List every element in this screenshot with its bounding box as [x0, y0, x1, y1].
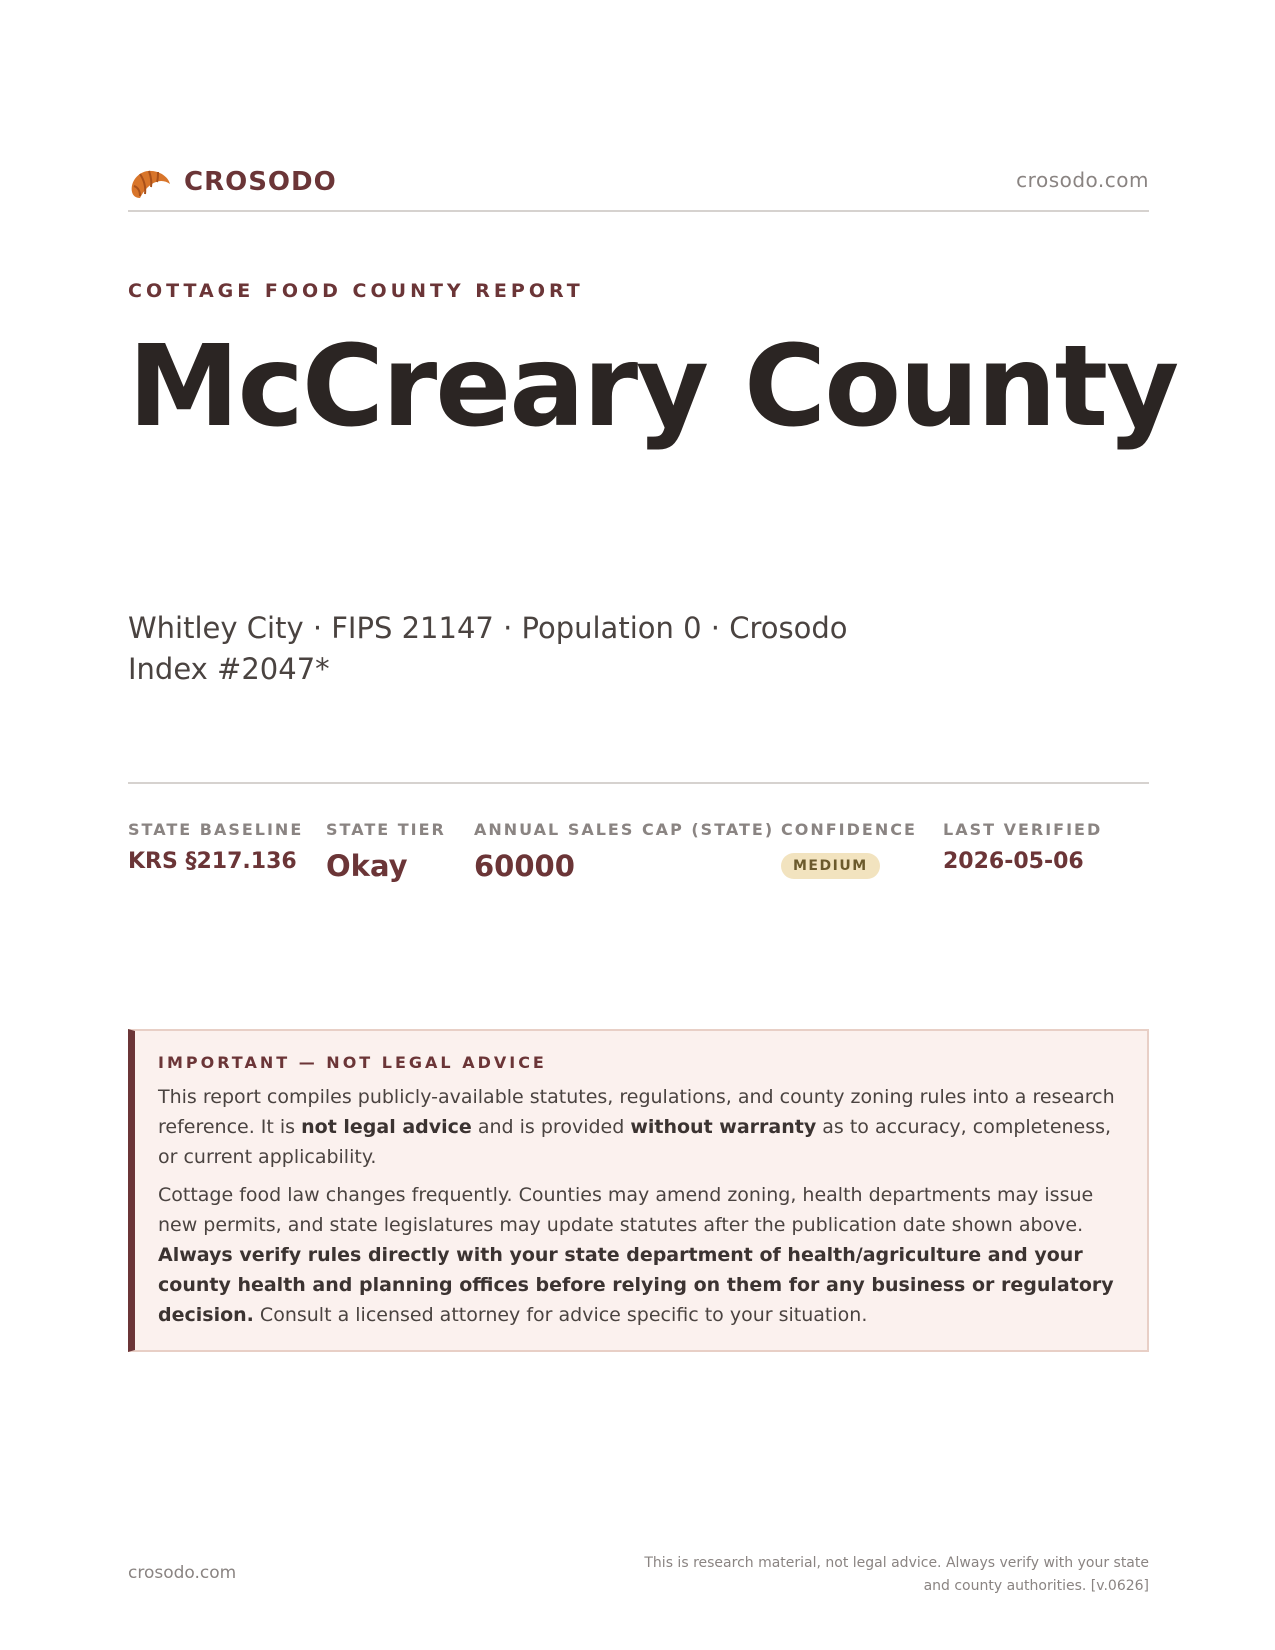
notice-title: IMPORTANT — NOT LEGAL ADVICE	[158, 1053, 547, 1072]
brand-name: CROSODO	[184, 167, 337, 197]
stat-last-verified	[943, 820, 1102, 874]
brand	[128, 162, 337, 202]
footer-disclaimer: This is research material, not legal advice. Always verify with your state and county authorities. [v.0626]	[644, 1555, 1149, 1594]
stat-value: Okay	[326, 849, 408, 883]
report-subtitle: Whitley City · FIPS 21147 · Population 0 · Crosodo Index #2047*	[128, 611, 848, 686]
page-header	[128, 158, 1149, 212]
confidence-badge: MEDIUM	[781, 853, 880, 879]
report-page	[128, 0, 1178, 1650]
stat-label: LAST VERIFIED	[943, 820, 1103, 839]
legal-notice	[128, 1029, 1149, 1352]
stat-label: ANNUAL SALES CAP (STATE)	[474, 820, 775, 839]
page-title: McCreary County	[128, 322, 1178, 452]
notice-paragraph-2	[158, 1180, 1119, 1330]
divider	[128, 782, 1149, 784]
stat-label: STATE TIER	[326, 820, 446, 839]
notice-emphasis: not legal advice	[301, 1116, 472, 1138]
header-url[interactable]: crosodo.com	[1016, 168, 1149, 192]
notice-text: Cottage food law changes frequently. Counties may amend zoning, health departments may issue new permits, and state legislatures may update statutes after the publication date shown above.	[158, 1184, 1094, 1236]
stat-value: KRS §217.136	[128, 849, 297, 874]
report-eyebrow: COTTAGE FOOD COUNTY REPORT	[128, 280, 584, 302]
notice-text: This report compiles publicly-available statutes, regulations, and county zoning rules into a research reference. It is	[158, 1086, 1115, 1138]
stat-annual-sales-cap	[474, 820, 774, 883]
notice-emphasis: without warranty	[630, 1116, 817, 1138]
stat-value: 2026-05-06	[943, 849, 1084, 874]
notice-emphasis: Always verify rules directly with your state department of health/agriculture and your county health and planning offices before relying on them for any business or regulatory decision.	[158, 1244, 1114, 1326]
croissant-icon	[128, 162, 172, 202]
notice-text: and is provided	[471, 1116, 631, 1138]
notice-text: as to accuracy, completeness, or current applicability.	[158, 1116, 1112, 1168]
stat-label: CONFIDENCE	[781, 820, 917, 839]
footer-url[interactable]: crosodo.com	[128, 1563, 237, 1583]
stat-confidence	[781, 820, 917, 879]
stat-label: STATE BASELINE	[128, 820, 304, 839]
stat-value: 60000	[474, 849, 575, 883]
notice-paragraph-1	[158, 1082, 1119, 1172]
stat-state-baseline	[128, 820, 303, 874]
stat-state-tier	[326, 820, 446, 883]
notice-text: Consult a licensed attorney for advice specific to your situation.	[253, 1304, 868, 1326]
